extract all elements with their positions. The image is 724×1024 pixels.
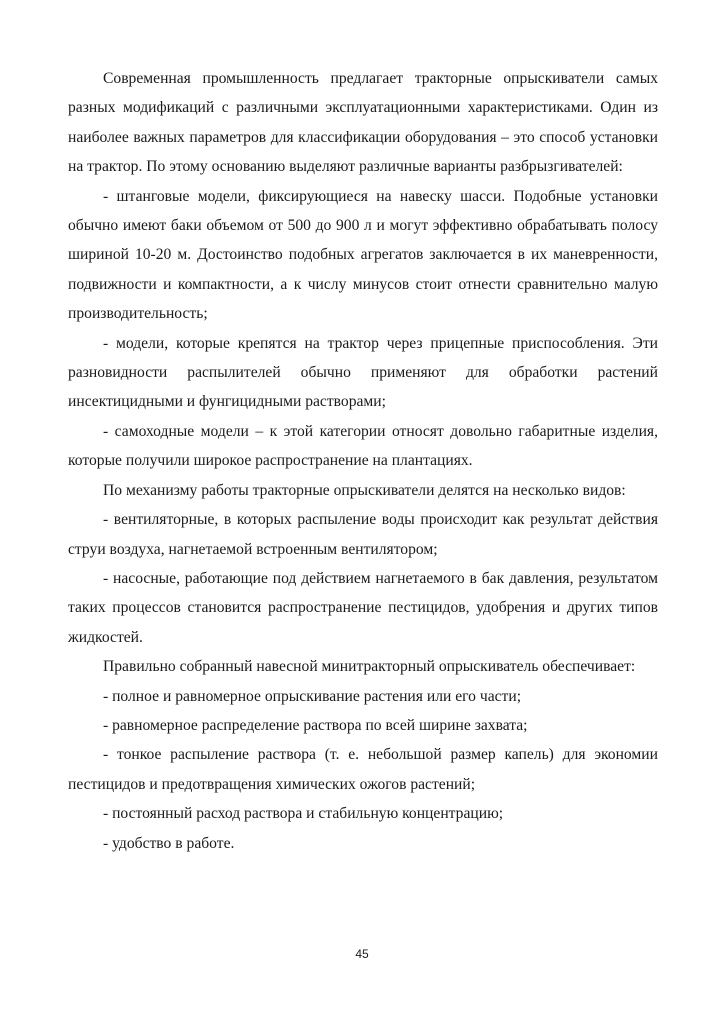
list-item-ease-of-use: - удобство в работе. (103, 834, 235, 852)
list-item-self-propelled-models: - самоходные модели – к этой категории относят довольно габаритные изделия, которые получили широкое распространение на плантациях. (68, 422, 658, 470)
list-item-pump-type: - насосные, работающие под действием нагнетаемого в бак давления, результатом таких процессов становится распространение пестицидов, удобрения и других типов жидкостей. (68, 569, 658, 646)
paragraph-provides: Правильно собранный навесной минитракторный опрыскиватель обеспечивает: (103, 658, 636, 676)
list-item-trailed-models: - модели, которые крепятся на трактор через прицепные приспособления. Эти разновидности распылителей обычно применяют для обработки растений инсектицидными и фунгицидными растворами; (68, 334, 658, 411)
paragraph-intro: Современная промышленность предлагает тракторные опрыскиватели самых разных модификаций с различными эксплуатационными характеристиками. Один из наиболее важных параметров для классификации оборудования – это способ установки на трактор. По этому основанию выделяют различные варианты разбрызгивателей: (68, 70, 658, 176)
page-number: 45 (355, 947, 369, 961)
list-item-even-distribution: - равномерное распределение раствора по всей ширине захвата; (103, 716, 528, 734)
list-item-full-spraying: - полное и равномерное опрыскивание растения или его части; (103, 687, 522, 705)
list-item-boom-models: - штанговые модели, фиксирующиеся на навеску шасси. Подобные установки обычно имеют баки объемом от 500 до 900 л и могут эффективно обрабатывать полосу шириной 10-20 м. Достоинство подобных агрегатов заключается в их маневренности, подвижности и компактности, а к числу минусов стоит отнести сравнительно малую производительность; (68, 187, 658, 323)
page-body (68, 64, 658, 858)
list-item-constant-flow: - постоянный расход раствора и стабильную концентрацию; (103, 805, 504, 823)
paragraph-mechanism: По механизму работы тракторные опрыскиватели делятся на несколько видов: (103, 481, 626, 499)
list-item-fan-type: - вентиляторные, в которых распыление воды происходит как результат действия струи воздуха, нагнетаемой встроенным вентилятором; (68, 511, 658, 558)
list-item-fine-spraying: - тонкое распыление раствора (т. е. небольшой размер капель) для экономии пестицидов и предотвращения химических ожогов растений; (68, 746, 658, 793)
